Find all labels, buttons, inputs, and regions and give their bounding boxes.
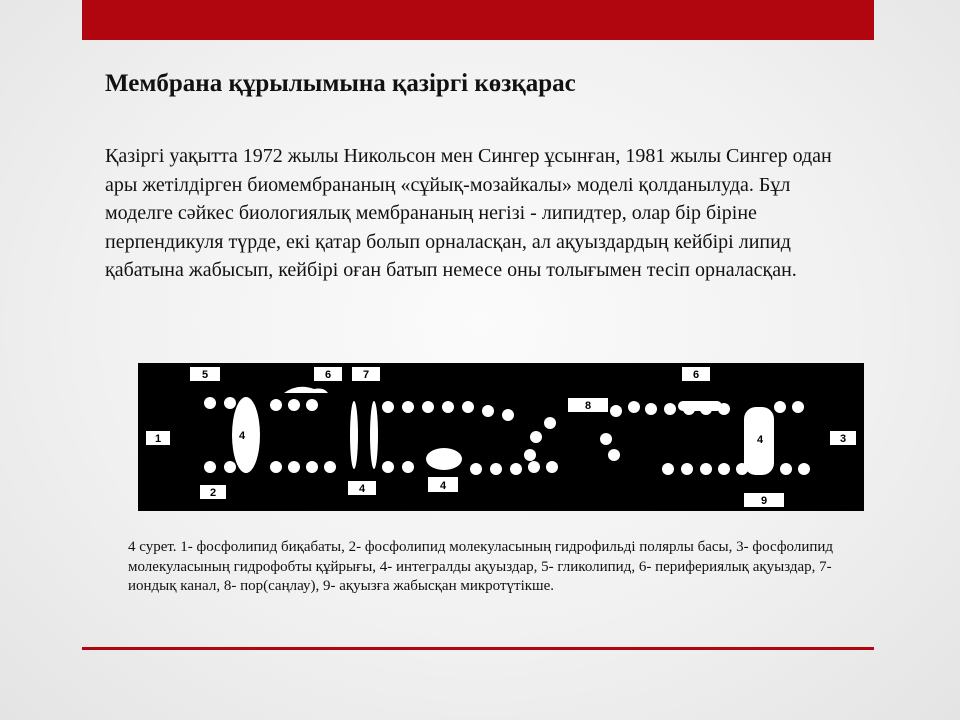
label-4-middle: 4 bbox=[439, 480, 447, 492]
label-4-protein-left: 4 bbox=[238, 430, 246, 442]
label-4-protein-right: 4 bbox=[756, 434, 764, 446]
lower-lipid-heads bbox=[204, 461, 810, 475]
label-7: 7 bbox=[362, 369, 370, 381]
label-3: 3 bbox=[839, 433, 847, 445]
pore-lipid-heads bbox=[524, 417, 620, 461]
body-paragraph: Қазіргі уақытта 1972 жылы Никольсон мен Сингер ұсынған, 1981 жылы Сингер одан ары жетілдірген биомембрананың «сұйық-мозайкалы» моделі қолданылуда. Бұл моделге сәйкес биологиялық мембрананың негізі - липидтер, олар бір біріне перпендикуля түрде, екі қатар болып орналасқан, ал ақуыздардың кейбірі липид қабатына жабысып, кейбірі оған батып немесе оны толығымен тесіп орналасқан. bbox=[105, 145, 832, 282]
slide-title: Мембрана құрылымына қазіргі көзқарас bbox=[105, 70, 576, 97]
label-4-channel: 4 bbox=[358, 483, 366, 495]
figure-caption: 4 сурет. 1- фосфолипид биқабаты, 2- фосфолипид молекуласының гидрофильді полярлы басы, 3- фосфолипид молекуласының гидрофобты құйрығы, 4- интегралды ақуыздар, 5- гликолипид, 6- перифериялық ақуыздар, 7- иондық канал, 8- пор(саңлау), 9- ақуызға жабысқан микротүтікше. bbox=[128, 539, 834, 594]
membrane-diagram bbox=[138, 363, 864, 511]
label-9: 9 bbox=[760, 495, 768, 507]
bottom-accent-line bbox=[82, 647, 874, 650]
label-1: 1 bbox=[154, 433, 162, 445]
top-accent-bar bbox=[82, 0, 874, 40]
label-5: 5 bbox=[201, 369, 209, 381]
label-8: 8 bbox=[584, 400, 592, 412]
label-6-left: 6 bbox=[324, 369, 332, 381]
label-2: 2 bbox=[209, 487, 217, 499]
label-6-right: 6 bbox=[692, 369, 700, 381]
membrane-figure bbox=[138, 363, 864, 511]
